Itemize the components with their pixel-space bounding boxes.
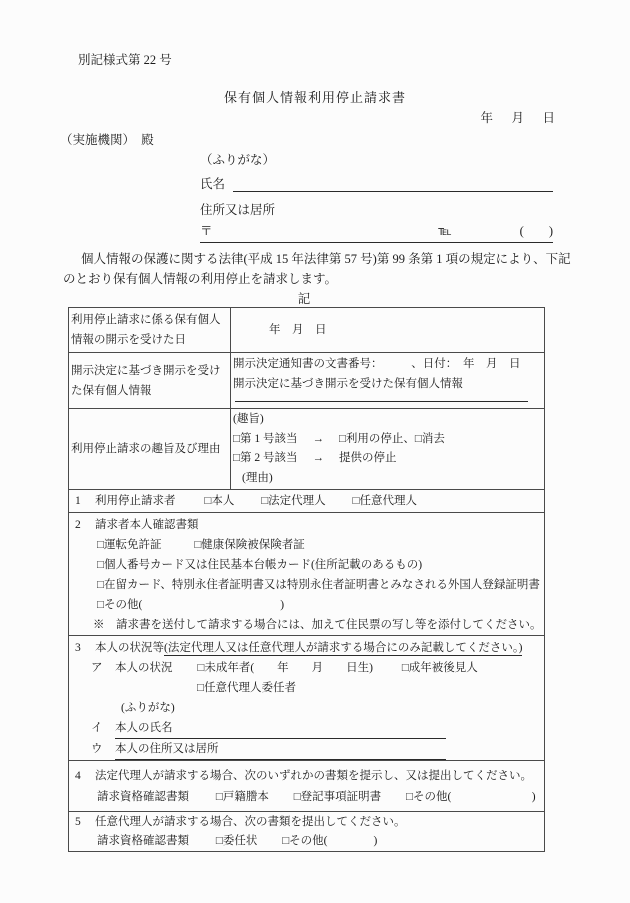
purpose-reason-label: 利用停止請求の趣旨及び理由 bbox=[69, 409, 231, 490]
principal-status-row bbox=[69, 636, 545, 761]
postal-tel-fill-line[interactable] bbox=[200, 220, 553, 243]
checkbox-other-legal[interactable]: □その他( ) bbox=[406, 791, 536, 803]
checkbox-minor[interactable]: □未成年者( 年 月 日生) bbox=[197, 662, 373, 674]
date-line: 年 月 日 bbox=[480, 111, 558, 125]
voluntary-representative-row bbox=[69, 812, 545, 852]
tel-symbol-icon: ℡ bbox=[438, 224, 452, 238]
checkbox-other-id[interactable]: □その他( ) bbox=[97, 599, 285, 611]
section-3-number: 3 bbox=[75, 642, 81, 654]
checkbox-principal[interactable]: □本人 bbox=[204, 495, 235, 507]
intro-line-1: 個人情報の保護に関する法律(平成 15 年法律第 57 号)第 99 条第 1 項の規定により、下記 bbox=[81, 252, 571, 266]
disclosed-info-label: 開示決定に基づき開示を受けた保有個人情報 bbox=[69, 353, 231, 409]
recipient-line: （実施機関） 殿 bbox=[60, 133, 154, 147]
checkbox-legal-representative[interactable]: □法定代理人 bbox=[261, 495, 326, 507]
form-number: 別記様式第 22 号 bbox=[78, 53, 172, 67]
furigana-label-2: (ふりがな) bbox=[121, 702, 175, 714]
identity-documents-row bbox=[69, 513, 545, 636]
checkbox-adult-ward[interactable]: □成年被後見人 bbox=[401, 662, 478, 674]
voluntary-representative-heading: 任意代理人が請求する場合、次の書類を提出してください。 bbox=[95, 816, 406, 828]
principal-status-instruction: (法定代理人又は任意代理人が請求する場合にのみ記載してください。) bbox=[164, 642, 523, 654]
qualification-docs-label: 請求資格確認書類 bbox=[97, 791, 189, 803]
legal-representative-row bbox=[69, 761, 545, 812]
intro-line-2: のとおり保有個人情報の利用停止を請求します。 bbox=[63, 272, 338, 286]
ki-heading: 記 bbox=[297, 292, 311, 306]
purpose-reason-row bbox=[69, 409, 545, 490]
postal-mark-icon: 〒 bbox=[200, 224, 213, 238]
principal-address-label: 本人の住所又は居所 bbox=[115, 743, 219, 755]
name-label: 氏名 bbox=[200, 177, 226, 191]
section-2-number: 2 bbox=[75, 519, 81, 531]
furigana-label: （ふりがな） bbox=[200, 153, 276, 167]
intro-paragraph bbox=[63, 249, 571, 289]
principal-name-fill-line[interactable] bbox=[115, 718, 446, 739]
requester-label: 利用停止請求者 bbox=[95, 495, 176, 507]
principal-condition-label: 本人の状況 bbox=[115, 662, 173, 674]
checkbox-residence-card[interactable]: □在留カード、特別永住者証明書又は特別永住者証明書とみなされる外国人登録証明書 bbox=[97, 579, 540, 591]
checkbox-registration-certificate[interactable]: □登記事項証明書 bbox=[293, 791, 382, 803]
purpose-heading: (趣旨) bbox=[233, 413, 264, 425]
item-c-marker: ウ bbox=[91, 743, 103, 755]
item-b-marker: イ bbox=[91, 722, 103, 734]
disclosed-info-line: 開示決定に基づき開示を受けた保有個人情報 bbox=[233, 378, 463, 390]
disclosure-notice-number-line: 開示決定通知書の文書番号： 、日付： 年 月 日 bbox=[233, 358, 521, 370]
requester-row bbox=[69, 490, 545, 513]
checkbox-family-register[interactable]: □戸籍謄本 bbox=[215, 791, 269, 803]
address-label: 住所又は居所 bbox=[200, 203, 276, 217]
checkbox-use-stop-erase[interactable]: □利用の停止、□消去 bbox=[338, 432, 445, 445]
checkbox-health-insurance-card[interactable]: □健康保険被保険者証 bbox=[194, 539, 305, 551]
checkbox-other-voluntary[interactable]: □その他( ) bbox=[282, 835, 378, 847]
principal-status-label: 本人の状況等 bbox=[95, 642, 164, 654]
section-4-number: 4 bbox=[75, 770, 81, 782]
disclosed-info-row bbox=[69, 353, 545, 409]
disclosure-date-value: 年 月 日 bbox=[231, 308, 545, 353]
section-5-number: 5 bbox=[75, 816, 81, 828]
legal-representative-heading: 法定代理人が請求する場合、次のいずれかの書類を提示し、又は提出してください。 bbox=[95, 770, 532, 782]
tel-parens-blank[interactable]: ( ) bbox=[519, 224, 553, 238]
arrow-icon: → bbox=[312, 452, 324, 464]
applicant-block bbox=[200, 151, 553, 243]
checkbox-drivers-license[interactable]: □運転免許証 bbox=[97, 539, 162, 551]
name-row bbox=[200, 170, 553, 192]
request-table bbox=[68, 307, 545, 852]
item-a-marker: ア bbox=[91, 662, 103, 674]
identity-documents-label: 請求者本人確認書類 bbox=[95, 519, 199, 531]
disclosed-info-fill-line[interactable] bbox=[235, 400, 528, 402]
reason-heading: (理由) bbox=[242, 471, 273, 484]
principal-name-label: 本人の氏名 bbox=[115, 722, 173, 734]
mailing-note: ※ 請求書を送付して請求する場合には、加えて住民票の写し等を添付してください。 bbox=[93, 619, 542, 631]
provision-stop-label: 提供の停止 bbox=[338, 452, 397, 464]
document-title: 保有個人情報利用停止請求書 bbox=[223, 90, 406, 105]
checkbox-voluntary-agent-delegator[interactable]: □任意代理人委任者 bbox=[197, 682, 296, 694]
disclosure-date-label: 利用停止請求に係る保有個人情報の開示を受けた日 bbox=[69, 308, 231, 353]
arrow-icon: → bbox=[312, 432, 324, 445]
disclosure-date-row bbox=[69, 308, 545, 353]
checkbox-clause2[interactable]: □第 2 号該当 bbox=[233, 452, 298, 464]
name-fill-line[interactable] bbox=[233, 169, 553, 192]
section-1-number: 1 bbox=[75, 495, 81, 507]
qualification-docs-label-2: 請求資格確認書類 bbox=[97, 835, 189, 847]
principal-address-fill-line[interactable] bbox=[115, 739, 446, 760]
checkbox-power-of-attorney[interactable]: □委任状 bbox=[215, 835, 258, 847]
checkbox-voluntary-representative[interactable]: □任意代理人 bbox=[352, 495, 417, 507]
checkbox-mynumber-card[interactable]: □個人番号カード又は住民基本台帳カード(住所記載のあるもの) bbox=[97, 559, 423, 571]
checkbox-clause1[interactable]: □第 1 号該当 bbox=[233, 432, 298, 445]
